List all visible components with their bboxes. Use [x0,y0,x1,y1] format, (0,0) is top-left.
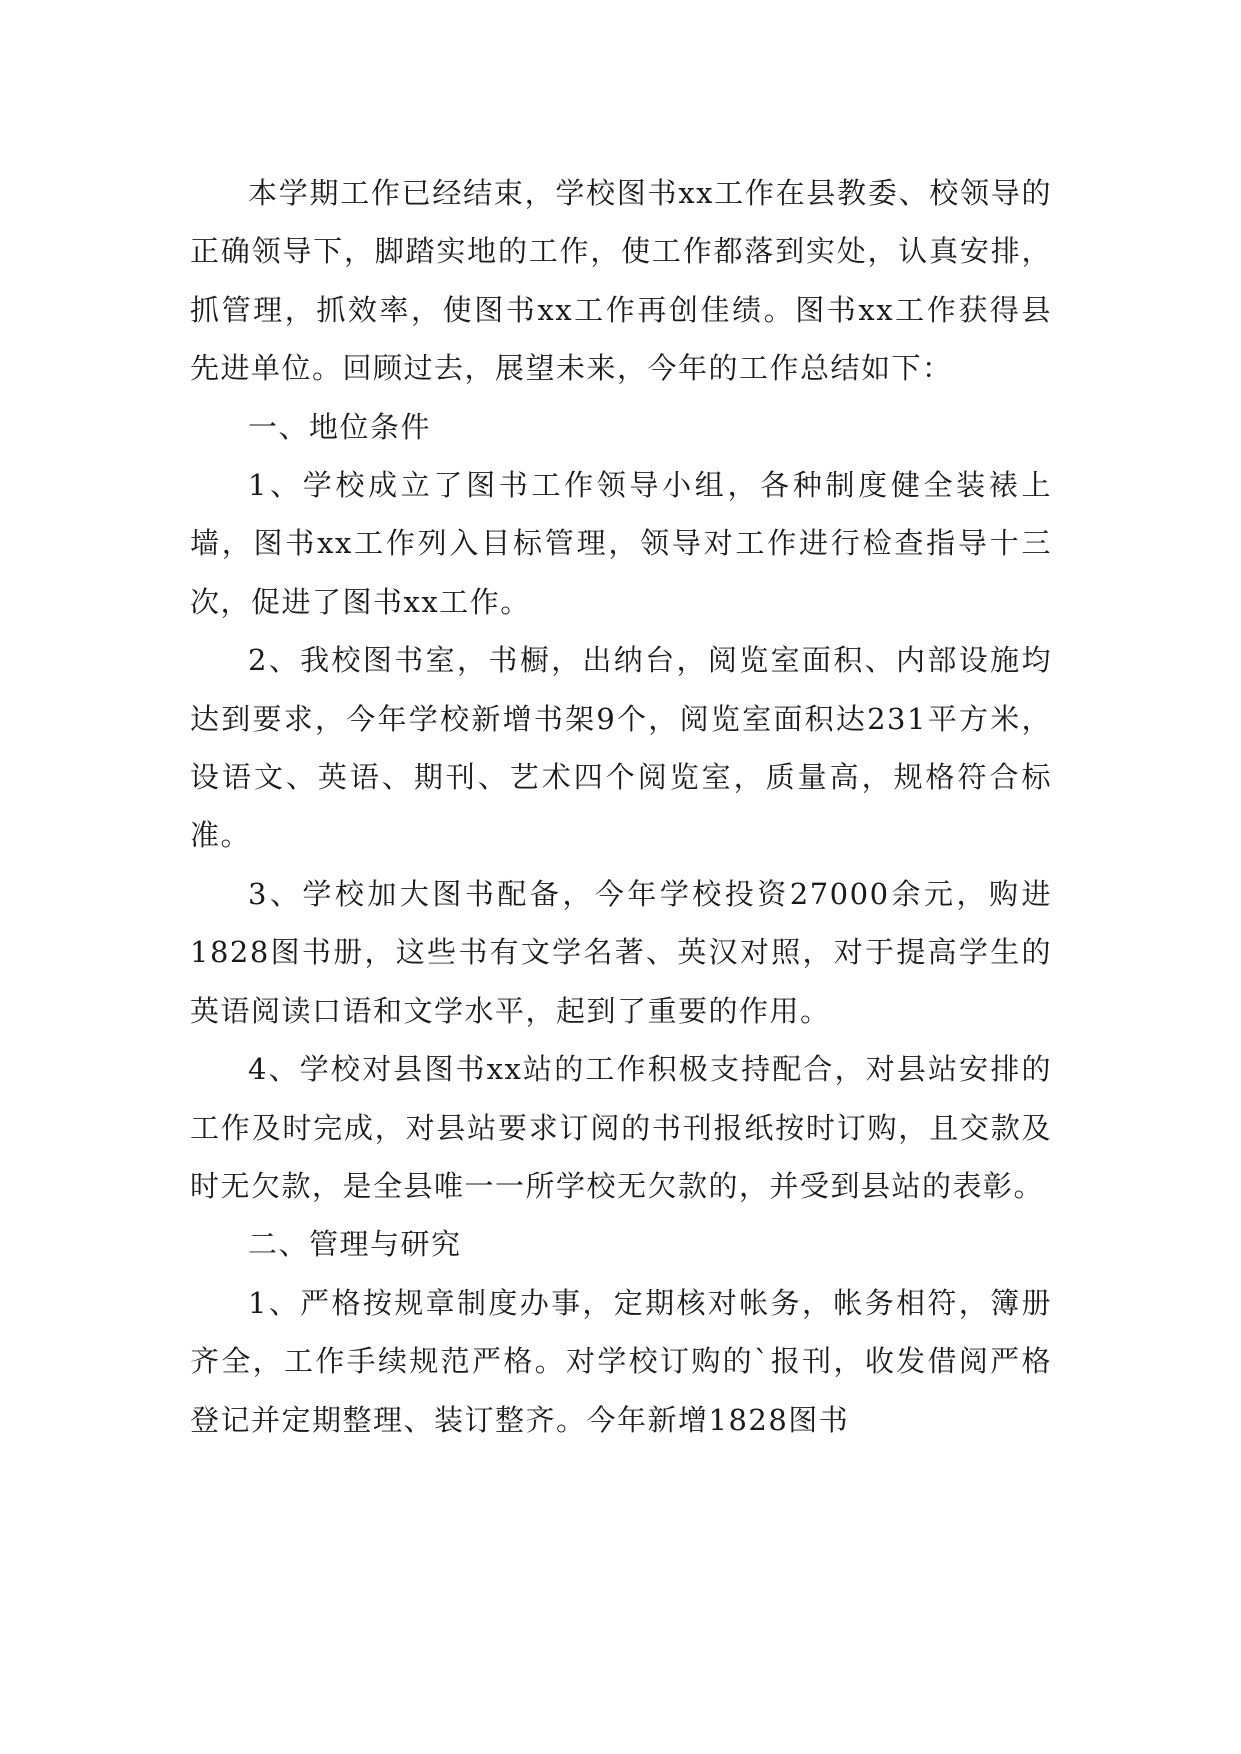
document-body [190,164,1052,1449]
section-heading-conditions: 一、地位条件 [248,409,432,444]
paragraph-management-1: 1、严格按规章制度办事，定期核对帐务，帐务相符，簿册齐全，工作手续规范严格。对学校订购的`报刊，收发借阅严格登记并定期整理、装订整齐。今年新增1828图书 [190,1285,1052,1437]
paragraph-conditions-1: 1、学校成立了图书工作领导小组，各种制度健全装裱上墙，图书xx工作列入目标管理，领导对工作进行检查指导十三次，促进了图书xx工作。 [190,468,1052,619]
paragraph-conditions-3: 3、学校加大图书配备，今年学校投资27000余元，购进1828图书册，这些书有文学名著、英汉对照，对于提高学生的英语阅读口语和文学水平，起到了重要的作用。 [190,876,1052,1028]
paragraph-conditions-4: 4、学校对县图书xx站的工作积极支持配合，对县站安排的工作及时完成，对县站要求订阅的书刊报纸按时订购，且交款及时无欠款，是全县唯一一所学校无欠款的，并受到县站的表彰。 [190,1052,1052,1203]
intro-paragraph: 本学期工作已经结束，学校图书xx工作在县教委、校领导的正确领导下，脚踏实地的工作，使工作都落到实处，认真安排，抓管理，抓效率，使图书xx工作再创佳绩。图书xx工作获得县先进单位。回顾过去，展望未来，今年的工作总结如下： [190,176,1052,386]
paragraph-conditions-2: 2、我校图书室，书橱，出纳台，阅览室面积、内部设施均达到要求，今年学校新增书架9个，阅览室面积达231平方米，设语文、英语、期刊、艺术四个阅览室，质量高，规格符合标准。 [190,643,1052,853]
section-heading-management: 二、管理与研究 [248,1227,462,1262]
